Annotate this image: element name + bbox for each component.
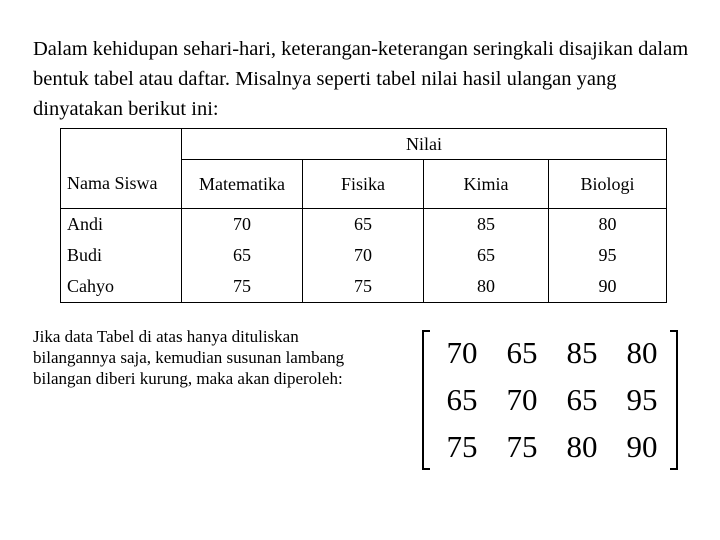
score-cell: 80 — [424, 271, 549, 303]
score-cell: 75 — [182, 271, 303, 303]
matrix-entry: 85 — [566, 335, 598, 371]
matrix-entry: 70 — [446, 335, 478, 371]
grades-table — [60, 128, 667, 303]
matrix-entry: 65 — [566, 381, 598, 417]
matrix-entry: 75 — [506, 428, 538, 464]
score-cell: 95 — [549, 240, 667, 271]
matrix-grid — [432, 330, 672, 470]
table-row — [61, 209, 667, 241]
score-cell: 65 — [424, 240, 549, 271]
matrix-entry: 65 — [506, 335, 538, 371]
score-cell: 65 — [303, 209, 424, 241]
score-cell: 80 — [549, 209, 667, 241]
name-column-header: Nama Siswa — [61, 160, 182, 209]
student-name: Cahyo — [61, 271, 182, 303]
matrix-right-bracket — [670, 330, 678, 470]
matrix-left-bracket — [422, 330, 430, 470]
matrix-entry: 75 — [446, 428, 478, 464]
score-cell: 70 — [182, 209, 303, 241]
score-cell: 65 — [182, 240, 303, 271]
student-name: Andi — [61, 209, 182, 241]
matrix-entry: 70 — [506, 381, 538, 417]
matrix-entry: 90 — [626, 428, 658, 464]
nilai-header: Nilai — [182, 129, 667, 160]
matrix-entry: 95 — [626, 381, 658, 417]
column-header-biologi: Biologi — [549, 160, 667, 209]
table-row — [61, 271, 667, 303]
table-group-header-row — [61, 129, 667, 160]
score-cell: 90 — [549, 271, 667, 303]
column-header-fisika: Fisika — [303, 160, 424, 209]
table-column-header-row — [61, 160, 667, 209]
score-cell: 70 — [303, 240, 424, 271]
matrix-entry: 80 — [566, 428, 598, 464]
student-name: Budi — [61, 240, 182, 271]
matrix — [422, 330, 678, 470]
column-header-matematika: Matematika — [182, 160, 303, 209]
intro-paragraph: Dalam kehidupan sehari-hari, keterangan-keterangan seringkali disajikan dalam bentuk tabel atau daftar. Misalnya seperti tabel nilai hasil ulangan yang dinyatakan berikut ini: — [33, 38, 689, 120]
column-header-kimia: Kimia — [424, 160, 549, 209]
score-cell: 75 — [303, 271, 424, 303]
note-paragraph: Jika data Tabel di atas hanya dituliskan bilangannya saja, kemudian susunan lambang bilangan diberi kurung, maka akan diperoleh: — [33, 327, 345, 388]
score-cell: 85 — [424, 209, 549, 241]
matrix-entry: 65 — [446, 381, 478, 417]
table-corner-cell — [61, 129, 182, 160]
matrix-entry: 80 — [626, 335, 658, 371]
table-row — [61, 240, 667, 271]
